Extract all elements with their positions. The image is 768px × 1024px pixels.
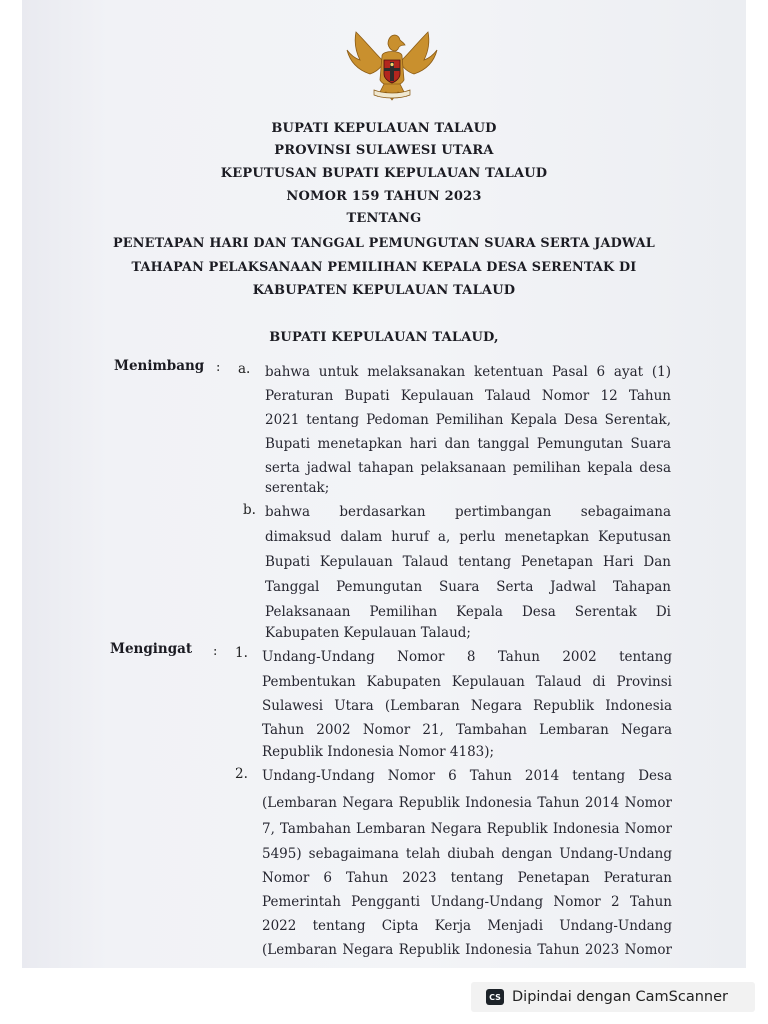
- menimbang-b-line: Pelaksanaan Pemilihan Kepala Desa Serentak Di: [265, 604, 671, 620]
- mengingat-2-marker: 2.: [235, 766, 248, 782]
- header-decree-type: KEPUTUSAN BUPATI KEPULAUAN TALAUD: [220, 166, 548, 181]
- mengingat-colon: :: [213, 644, 218, 659]
- menimbang-a-marker: a.: [238, 361, 251, 377]
- menimbang-a-line: serta jadwal tahapan pelaksanaan pemilihan kepala desa: [265, 460, 671, 476]
- menimbang-a-line: 2021 tentang Pedoman Pemilihan Kepala Desa Serentak,: [265, 412, 671, 428]
- menimbang-a-line: Peraturan Bupati Kepulauan Talaud Nomor 12 Tahun: [265, 388, 671, 404]
- mengingat-label: Mengingat: [110, 641, 193, 657]
- menimbang-a-line: bahwa untuk melaksanakan ketentuan Pasal 6 ayat (1): [265, 364, 671, 380]
- header-tentang: TENTANG: [346, 211, 422, 226]
- mengingat-2-line: (Lembaran Negara Republik Indonesia Tahun 2023 Nomor: [262, 942, 672, 958]
- menimbang-colon: :: [216, 360, 221, 375]
- menimbang-label: Menimbang: [114, 358, 205, 374]
- decree-title-line-3: KABUPATEN KEPULAUAN TALAUD: [252, 283, 516, 298]
- mengingat-1-line: Sulawesi Utara (Lembaran Negara Republik Indonesia: [262, 698, 672, 714]
- camscanner-logo-icon: CS: [486, 989, 504, 1005]
- menimbang-b-line: Bupati Kepulauan Talaud tentang Penetapan Hari Dan: [265, 554, 671, 570]
- mengingat-1-line: Tahun 2002 Nomor 21, Tambahan Lembaran Negara: [262, 722, 672, 738]
- menimbang-b-marker: b.: [243, 502, 256, 518]
- mengingat-2-line: Nomor 6 Tahun 2023 tentang Penetapan Peraturan: [262, 870, 672, 886]
- mengingat-1-line: Undang-Undang Nomor 8 Tahun 2002 tentang: [262, 649, 672, 665]
- garuda-emblem-icon: [344, 22, 440, 106]
- mengingat-2-line: Pemerintah Pengganti Undang-Undang Nomor 2 Tahun: [262, 894, 672, 910]
- camscanner-watermark: [471, 982, 755, 1012]
- decree-title-line-1: PENETAPAN HARI DAN TANGGAL PEMUNGUTAN SUARA SERTA JADWAL: [112, 236, 656, 251]
- menimbang-b-line: bahwa berdasarkan pertimbangan sebagaimana: [265, 504, 671, 520]
- menimbang-a-line: serentak;: [265, 480, 330, 496]
- menimbang-b-line: Tanggal Pemungutan Suara Serta Jadwal Tahapan: [265, 579, 671, 595]
- mengingat-1-marker: 1.: [235, 645, 248, 661]
- header-province: PROVINSI SULAWESI UTARA: [274, 143, 494, 158]
- mengingat-2-line: 5495) sebagaimana telah diubah dengan Undang-Undang: [262, 846, 672, 862]
- signer-heading: BUPATI KEPULAUAN TALAUD,: [269, 330, 499, 345]
- mengingat-2-line: Undang-Undang Nomor 6 Tahun 2014 tentang Desa: [262, 768, 672, 784]
- mengingat-1-line: Pembentukan Kabupaten Kepulauan Talaud di Provinsi: [262, 674, 672, 690]
- menimbang-a-line: Bupati menetapkan hari dan tanggal Pemungutan Suara: [265, 436, 671, 452]
- mengingat-2-line: (Lembaran Negara Republik Indonesia Tahun 2014 Nomor: [262, 795, 672, 811]
- header-regent-title: BUPATI KEPULAUAN TALAUD: [271, 121, 497, 136]
- scanned-page: [22, 0, 746, 968]
- header-decree-number: NOMOR 159 TAHUN 2023: [286, 189, 482, 204]
- mengingat-2-line: 7, Tambahan Lembaran Negara Republik Indonesia Nomor: [262, 821, 672, 837]
- mengingat-2-line: 2022 tentang Cipta Kerja Menjadi Undang-Undang: [262, 918, 672, 934]
- decree-title-line-2: TAHAPAN PELAKSANAAN PEMILIHAN KEPALA DESA SERENTAK DI: [131, 260, 637, 275]
- menimbang-b-line: Kabupaten Kepulauan Talaud;: [265, 625, 471, 641]
- mengingat-1-line: Republik Indonesia Nomor 4183);: [262, 744, 495, 760]
- menimbang-b-line: dimaksud dalam huruf a, perlu menetapkan Keputusan: [265, 529, 671, 545]
- camscanner-text: Dipindai dengan CamScanner: [512, 989, 729, 1005]
